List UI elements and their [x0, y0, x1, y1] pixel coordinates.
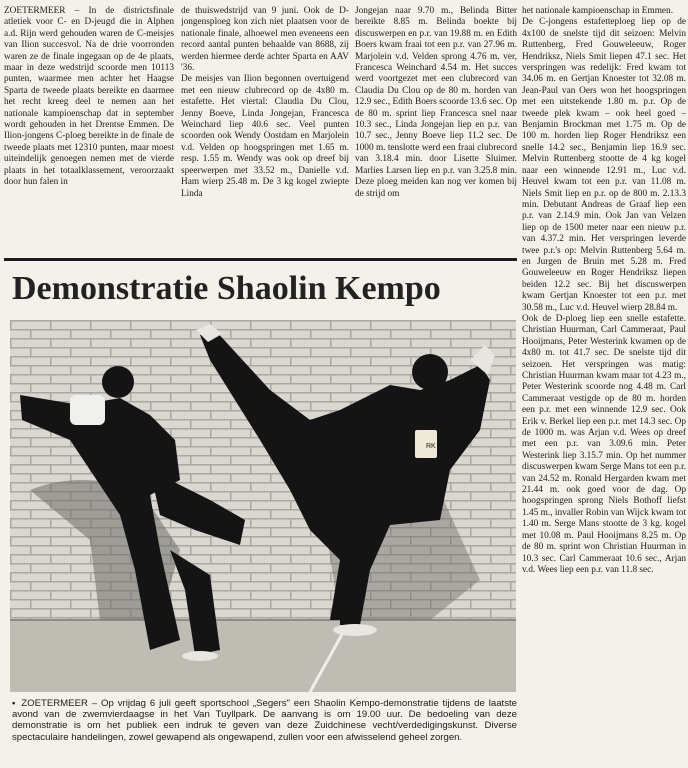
headline: Demonstratie Shaolin Kempo [12, 270, 441, 307]
caption-bullet: • [12, 698, 16, 709]
article-column-4: het nationale kampioenschap in Emmen. De C-jongens estafetteploeg liep op de 4x100 de snelste tijd dit seizoen: Melvin Ruttenberg, Fred Gouweleeuw, Roger Hendriksz, Niels Smit liepen 47.1 sec. Het verspringen was redelijk: Fred kwam tot 34.06 m. en Gertjan Knoester tot 32.08 m. Jean-Paul van Oers won het hoogspringen met een uitstekende 1.80 m. p.r. Op de tweede plek kwam – ook heel goed – Benjamin Brockman met 1.75 m. Op de 100 m. horden liep Roger Hendriksz een snelle 14.2 sec., Benjamin liep 16.9 sec. Melvin Ruttenberg stootte de 4 kg kogel naar een winnende 12.91 m., Luc v.d. Heuvel kwam tot een p.r. van 11.08 m. Niels Smit liep en p.r. op de 800 m. 2.13.3 min. Debutant Andreas de Graaf liep een p.r. van 2.14.9 min. Ook Jan van Velzen liep op de 1500 meter naar een nieuw p.r. van 4.37.2 min. Het verspringen leverde twee p.r.'s op: Melvin Ruttenberg 5.64 m. en Jurgen de Bruin met 5.28 m. Fred Gouweleeuw en Roger Hendriksz liepen beiden 12.2 sec. Bij het discuswerpen kwam Gertjan Knoester tot een p.r. met 30.58 m., Luc v.d. Heuvel wierp 28.84 m. Ook de D-ploeg liep een snelle estafette. Christian Huurman, Carl Cammeraat, Paul Hooijmans, Peter Westerink kwamen op de 4x80 m. tot 41.7 sec. De snelste tijd dit seizoen. Het verspringen was matig: Christian Huurman kwam maar tot 4.23 m., Peter Westerink scoorde nog 4.48 m. Carl Cammeraat vestigde op de 80 m. horden een p.r. met een winnende 12.9 sec. Ook Erik v. Berkel liep een p.r. met 14.3 sec. Op de 1000 m. was Arjan v.d. Wees op dreef met een p.r. van 3.09.6 min. Peter Westerink liep 3.15.7 min. Op het nummer discuswerpen kwam Serge Mans tot een p.r. van 24.52 m. Ronald Hergarden kwam met 21.44 m. ook goed voor de dag. Op hoogspringen sprong Niels Bothoff liefst 1.45 m., invaller Robin van Wijck kwam tot 1.40 m. Serge Mans stootte de 3 kg. kogel met 10.08 m. Paul Hooijmans 8.25 m. Op de 80 m. sprint won Christian Huurman in 10.3 sec. Carl Cammeraat 10.6 sec., Arjan v.d. Wees liep een p.r. van 11.8 sec. [522, 6, 686, 575]
article-column-1: ZOETERMEER – In de districtsfinale atletiek voor C- en D-jeugd die in Alphen a.d. Rijn werd gehouden waren de C-meisjes van Ilion succesvol. Na de drie voorronden waren ze de finale ingegaan op de 4e plaats, maar in deze wedstrijd scoorde men 10113 punten, waarmee men achter het Haagse Sparta de tweede plaats bereikte en daarmee het recht kreeg deel te nemen aan het nationale kampioenschap dat in september wordt gehouden in het Drentse Emmen. De Ilion-jongens C-ploeg bereikte in de finale de tweede plaats met 12310 punten, maar moest uiteindelijk genoegen nemen met de vierde plaats in het totaalklassement, veroorzaakt door hun falen in [4, 6, 174, 188]
uniform-badge: RK [426, 443, 436, 450]
caption-text: ZOETERMEER – Op vrijdag 6 juli geeft sportschool „Segers" een Shaolin Kempo-demonstratie tijdens de laatste avond van de zwemvierdaagse in het Van Tuyllpark. De aanvang is om 19.00 uur. De bedoeling van deze demonstratie is om het publiek een indruk te geven van deze Zuidchinese vecht/verdedigingskunst. Diverse spectaculaire handelingen, zowel gewapend als ongewapend, zullen voor een afwisselend geheel zorgen. [12, 698, 518, 743]
article-column-2: de thuiswedstrijd van 9 juni. Ook de D-jongensploeg kon zich niet plaatsen voor de nationale finale, alhoewel men eveneens een record aantal punten behaalde van 8688, zij werden hiermee derde achter Sparta en AAV '36. De meisjes van Ilion begonnen overtuigend met een nieuw clubrecord op de 4x80 m. estafette. Het viertal: Claudia Du Clou, Jenny Boeve, Linda Jongejan, Francesca Weinchard liep 40.6 sec. Veel punten scoorden ook Wendy Oostdam en Marjolein v.d. Velden op hoogspringen met 1.65 m. resp. 1.55 m. Wendy was ook op dreef bij speerwerpen met 33.52 m., Danielle v.d. Ham wierp 25.48 m. De 3 kg kogel zwiepte Linda [181, 6, 349, 199]
section-divider-rule [4, 258, 517, 261]
photo-caption [12, 698, 517, 762]
article-column-3: Jongejan naar 9.70 m., Belinda Bitter bereikte 8.85 m. Belinda boekte bij discuswerpen en p.r. van 19.88 m. en Edith Boers kwam fraai tot een p.r. van 27.96 m. Marjolein v.d. Velden sprong 4.76 m. ver, Francesca Weinchard 4.54 m. Het succes werd voortgezet met een clubrecord van Claudia Du Clou op de 80 m. horden van 12.9 sec., Edith Boers scoorde 13.6 sec. Op de 80 m. sprint liep Francesca snel naar 10.3 sec., Linda Jongejan liep en p.r. van 10.7 sec., Jenny Boeve liep 11.2 sec. De 1000 m. tenslotte werd een fraai clubrecord van 3.18.4 min. door Lisette Sluimer. Marlies Larsen liep en p.r. van 3.25.8 min. Deze ploeg meiden kan nog ver komen bij de strijd om [355, 6, 517, 199]
kempo-photo [10, 320, 516, 692]
kempo-photo-illustration [10, 320, 516, 692]
